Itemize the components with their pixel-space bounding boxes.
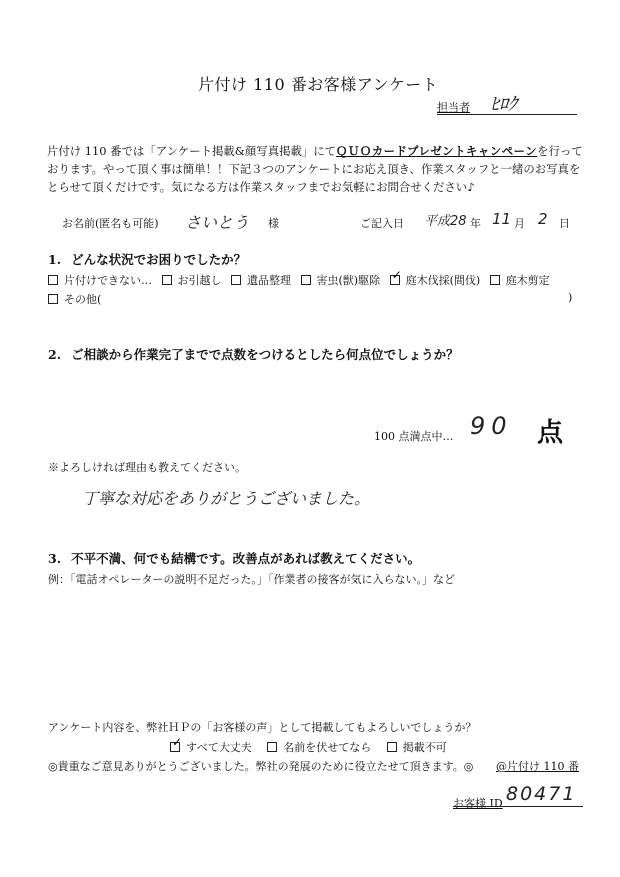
intro-paragraph <box>47 142 587 196</box>
question-3-number: 3. <box>48 551 62 566</box>
intro-text-pre: 片付け 110 番では「アンケート掲載&顔写真掲載」にて <box>47 144 337 158</box>
question-3 <box>48 549 420 567</box>
survey-title: 片付け 110 番お客様アンケート <box>198 75 439 94</box>
option-other[interactable]: その他( <box>48 291 101 307</box>
option-tree-felling[interactable]: ✓ 庭木伐採(間伐) <box>390 274 481 287</box>
question-3-answer-area[interactable] <box>48 595 588 705</box>
option-tree-pruning[interactable]: 庭木剪定 <box>490 274 550 287</box>
question-2-number: 2. <box>48 347 62 362</box>
checkbox-icon[interactable] <box>48 294 58 304</box>
question-2 <box>48 345 459 363</box>
question-1 <box>48 250 246 268</box>
month-suffix: 月 <box>514 217 525 230</box>
checkbox-icon[interactable] <box>162 275 172 285</box>
honorific: 様 <box>268 217 279 230</box>
question-2-text: ご相談から作業完了までで点数をつけるとしたら何点位でしょうか？ <box>71 347 459 362</box>
staff-signature: ﾋﾛｸ <box>490 94 517 115</box>
checkbox-checked-icon[interactable] <box>170 742 180 752</box>
name-label: お名前(匿名も可能) <box>62 217 159 230</box>
question-1-text: どんな状況でお困りでしたか？ <box>71 252 247 267</box>
option-moving[interactable]: お引越し <box>162 274 222 287</box>
date-label: ご記入日 <box>360 217 404 230</box>
quo-campaign-link: ＱＵＯカードプレゼントキャンペーン <box>336 144 538 158</box>
option-estate-cleanup[interactable]: 遺品整理 <box>231 274 291 287</box>
checkbox-icon[interactable] <box>301 275 311 285</box>
reason-prompt: ※よろしければ理由も教えてください。 <box>48 461 246 474</box>
staff-label: 担当者 <box>437 101 470 114</box>
question-1-number: 1. <box>48 252 62 267</box>
staff-signature-line <box>437 114 577 115</box>
publish-option-all-ok[interactable]: ✓すべて大丈夫 <box>170 741 252 754</box>
question-3-example: 例：「電話オペレーターの説明不足だった。」「作業者の接客が気に入らない。」など <box>48 573 455 586</box>
year-suffix: 年 <box>470 217 481 230</box>
score-field[interactable]: 90 <box>470 412 513 440</box>
customer-id-line <box>453 806 583 807</box>
day-field[interactable]: 2 <box>538 210 548 228</box>
intro-text-post: を行っております。やって頂く事は簡単！！下記３つのアンケートにお応え頂き、作業スタッフと一緒のお写真をとらせて頂くだけです。気になる方は作業スタッフまでお気軽にお問合せください♪ <box>47 144 583 194</box>
checkbox-icon[interactable] <box>387 742 397 752</box>
option-pest-removal[interactable]: 害虫(獣)駆除 <box>301 274 381 287</box>
score-prefix: 100 点満点中… <box>374 430 454 443</box>
name-field[interactable]: さいとう <box>185 213 250 232</box>
option-cannot-tidy[interactable]: 片付けできない… <box>48 274 152 287</box>
option-other-close: ) <box>568 291 573 304</box>
score-suffix: 点 <box>537 418 564 448</box>
thanks-message: ◎貴重なご意見ありがとうございました。弊社の発展のために役立たせて頂きます。◎ <box>48 760 474 773</box>
day-suffix: 日 <box>559 217 570 230</box>
publish-option-anonymous[interactable]: 名前を伏せてなら <box>267 741 371 754</box>
era-year-field[interactable]: 平成28 <box>424 214 467 229</box>
customer-id-label: お客様 ID <box>453 797 503 810</box>
checkbox-icon[interactable] <box>231 275 241 285</box>
publish-option-decline[interactable]: 掲載不可 <box>387 741 447 754</box>
checkbox-checked-icon[interactable] <box>390 275 400 285</box>
publish-options <box>170 739 447 755</box>
month-field[interactable]: 11 <box>492 210 512 228</box>
publish-question: アンケート内容を、弊社ＨＰの「お客様の声」として掲載してもよろしいでしょうか？ <box>48 721 477 734</box>
question-3-text: 不平不満、何でも結構です。改善点があれば教えてください。 <box>71 551 421 566</box>
customer-id-field[interactable]: 80471 <box>506 783 577 805</box>
reason-answer[interactable]: 丁寧な対応をありがとうございました。 <box>82 489 371 508</box>
checkbox-icon[interactable] <box>48 275 58 285</box>
checkbox-icon[interactable] <box>267 742 277 752</box>
brand-name: @片付け 110 番 <box>496 760 579 773</box>
checkbox-icon[interactable] <box>490 275 500 285</box>
question-1-options <box>48 272 550 288</box>
